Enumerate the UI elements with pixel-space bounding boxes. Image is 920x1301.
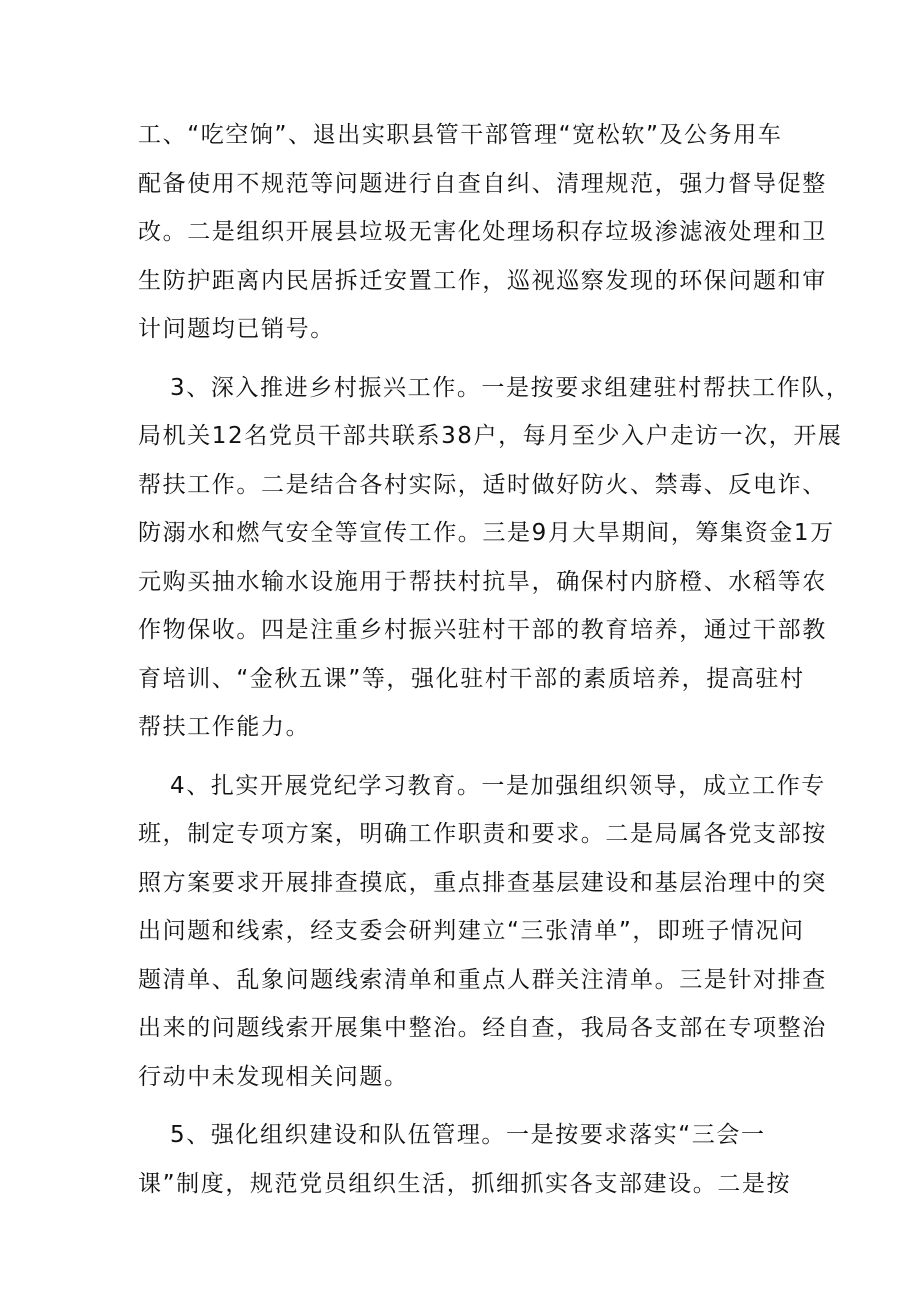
text-line: 照方案要求开展排查摸底，重点排查基层建设和基层治理中的突 xyxy=(138,869,827,896)
text-line: 作物保收。四是注重乡村振兴驻村干部的教育培养，通过干部教 xyxy=(138,617,827,643)
text-line: 5、强化组织建设和队伍管理。一是按要求落实“三会一 xyxy=(170,1122,766,1148)
paragraph-organization-building xyxy=(138,1111,792,1208)
text-line: 行动中未发现相关问题。 xyxy=(138,1063,409,1090)
text-line: 工、“吃空饷”、退出实职县管干部管理“宽松软”及公务用车 xyxy=(138,122,783,148)
text-line: 改。二是组织开展县垃圾无害化处理场积存垃圾渗滤液处理和卫 xyxy=(138,219,827,245)
text-line: 课”制度，规范党员组织生活，抓细抓实各支部建设。二是按 xyxy=(138,1170,792,1197)
text-line: 帮扶工作。二是结合各村实际，适时做好防火、禁毒、反电诈、 xyxy=(138,471,827,498)
text-line: 防溺水和燃气安全等宣传工作。三是9月大旱期间，筹集资金1万 xyxy=(138,520,835,546)
text-line: 计问题均已销号。 xyxy=(138,316,335,342)
text-line: 帮扶工作能力。 xyxy=(138,714,311,740)
text-line: 出来的问题线索开展集中整治。经自查，我局各支部在专项整治 xyxy=(138,1015,827,1041)
paragraph-party-discipline xyxy=(138,762,827,1102)
text-line: 出问题和线索，经支委会研判建立“三张清单”，即班子情况问 xyxy=(138,918,805,944)
text-line: 3、深入推进乡村振兴工作。一是按要求组建驻村帮扶工作队， xyxy=(170,374,851,401)
text-line: 育培训、“金秋五课”等，强化驻村干部的素质培养，提高驻村 xyxy=(138,665,805,692)
text-line: 局机关12名党员干部共联系38户，每月至少入户走访一次，开展 xyxy=(138,423,843,449)
paragraph-rural-revitalization xyxy=(138,364,851,752)
text-line: 班，制定专项方案，明确工作职责和要求。二是局属各党支部按 xyxy=(138,821,827,847)
document-body xyxy=(138,111,851,1218)
text-line: 元购买抽水输水设施用于帮扶村抗旱，确保村内脐橙、水稻等农 xyxy=(138,568,827,595)
text-line: 4、扎实开展党纪学习教育。一是加强组织领导，成立工作专 xyxy=(170,772,826,799)
paragraph-self-inspection-continued xyxy=(138,111,827,354)
text-line: 配备使用不规范等问题进行自查自纠、清理规范，强力督导促整 xyxy=(138,170,827,197)
text-line: 生防护距离内民居拆迁安置工作，巡视巡察发现的环保问题和审 xyxy=(138,267,827,294)
text-line: 题清单、乱象问题线索清单和重点人群关注清单。三是针对排查 xyxy=(138,966,827,993)
